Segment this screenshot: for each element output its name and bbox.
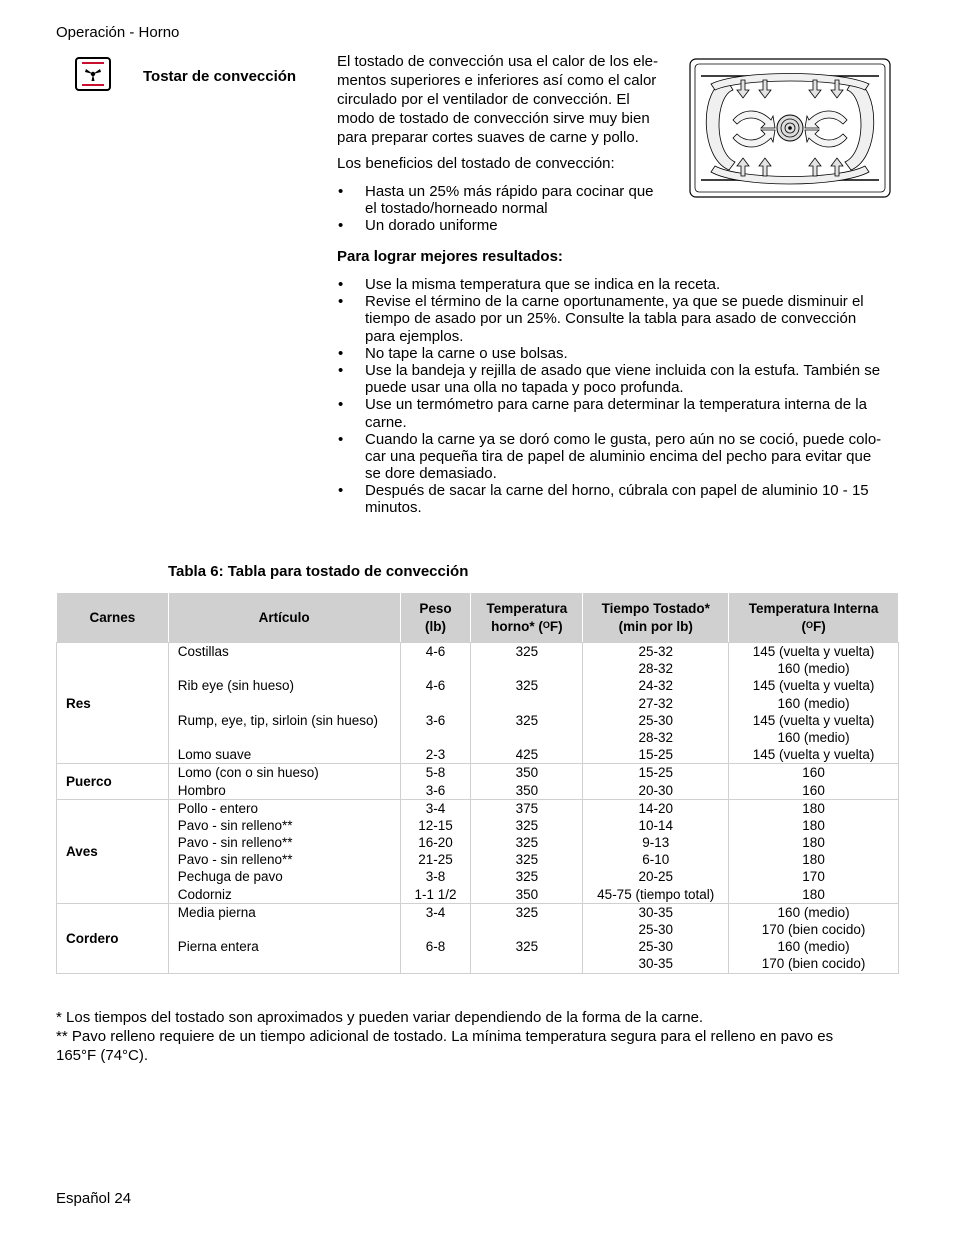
cell-line: 170 xyxy=(802,869,825,885)
category-cell: Puerco xyxy=(57,764,169,799)
degree-superscript: O xyxy=(805,619,813,630)
temperatura-cell xyxy=(471,799,583,903)
cell-line: Codorniz xyxy=(177,886,232,902)
peso-cell xyxy=(400,799,471,903)
cell-line: Media pierna xyxy=(177,904,256,920)
intro-line: mentos superiores e inferiores así como el calor xyxy=(337,72,657,89)
footnotes xyxy=(56,1008,916,1065)
cell-line: 45-75 (tiempo total) xyxy=(597,886,715,902)
cell-line: Rump, eye, tip, sirloin (sin hueso) xyxy=(177,712,379,728)
benefits-list xyxy=(337,183,677,235)
cell-line: 1-1 1/2 xyxy=(414,886,457,902)
list-item xyxy=(337,345,902,362)
cell-line: 145 (vuelta y vuelta) xyxy=(752,747,875,763)
cell-line: 170 (bien cocido) xyxy=(761,922,866,937)
header-line: Tiempo Tostado* xyxy=(601,601,710,617)
cell-line: 325 xyxy=(515,835,539,851)
cell-line: 3-4 xyxy=(425,904,446,920)
list-item-line: carne. xyxy=(365,413,407,431)
cell-line: 425 xyxy=(515,747,539,763)
list-item-line: • Revise el término de la carne oportunamente, ya que se puede disminuir el xyxy=(365,293,864,311)
cell-line: 325 xyxy=(515,712,539,728)
cell-line: 15-25 xyxy=(638,765,673,781)
header-text: F) xyxy=(812,618,826,634)
temperatura-interna-cell xyxy=(729,903,899,973)
cell-line: Hombro xyxy=(177,782,226,798)
list-item-line: • Use la misma temperatura que se indica en la receta. xyxy=(365,276,721,293)
header-line: (min por lb) xyxy=(618,618,693,634)
cell-line xyxy=(475,921,578,938)
cell-line: 3-6 xyxy=(425,712,446,728)
cell-line: 160 (medio) xyxy=(777,661,850,677)
cell-line: 180 xyxy=(802,852,825,868)
header-temperatura-horno xyxy=(471,593,583,643)
header-articulo: Artículo xyxy=(168,593,400,643)
category-cell: Aves xyxy=(57,799,169,903)
cell-line: 160 xyxy=(802,782,825,798)
list-item-line: • Use un termómetro para carne para determinar la temperatura interna de la xyxy=(365,396,867,414)
articulo-cell xyxy=(168,903,400,973)
cell-line: 30-35 xyxy=(638,904,673,920)
cell-line: 25-30 xyxy=(638,922,673,937)
cell-line: 4-6 xyxy=(425,644,446,659)
mode-title: Tostar de convección xyxy=(143,68,297,85)
cell-line xyxy=(405,660,467,677)
list-item-line: para ejemplos. xyxy=(365,327,464,345)
cell-line xyxy=(475,695,578,712)
cell-line xyxy=(405,921,467,938)
category-cell: Res xyxy=(57,643,169,764)
list-item-line: • No tape la carne o use bolsas. xyxy=(365,344,568,362)
header-carnes: Carnes xyxy=(57,593,169,643)
table-row xyxy=(57,764,899,799)
cell-line: 6-10 xyxy=(642,852,670,868)
header-tiempo-tostado xyxy=(583,593,729,643)
list-item-line: • Cuando la carne ya se doró como le gusta, pero aún no se coció, puede colo- xyxy=(365,430,882,448)
temperatura-interna-cell xyxy=(729,799,899,903)
articulo-cell xyxy=(168,764,400,799)
tips-title: Para lograr mejores resultados: xyxy=(337,248,563,265)
cell-line: 14-20 xyxy=(638,800,673,816)
temperatura-cell xyxy=(471,643,583,764)
cell-line xyxy=(405,695,467,712)
list-item xyxy=(337,431,902,483)
cell-line: 180 xyxy=(802,835,825,851)
cell-line xyxy=(178,955,396,972)
cell-line: 16-20 xyxy=(418,835,453,851)
cell-line: Pavo - sin relleno** xyxy=(177,852,293,868)
list-item-line: car una pequeña tira de papel de aluminio encima del pecho para evitar que xyxy=(365,447,872,465)
header-line: Temperatura xyxy=(486,601,568,617)
header-temperatura-interna xyxy=(729,593,899,643)
intro-paragraph xyxy=(337,52,677,147)
cell-line xyxy=(178,729,396,746)
tips-list xyxy=(337,276,902,517)
cell-line: 5-8 xyxy=(425,765,446,781)
footnote: 165°F (74°C). xyxy=(56,1047,149,1064)
cell-line: 30-35 xyxy=(638,956,673,972)
cell-line: 20-30 xyxy=(638,782,673,798)
cell-line: 160 (medio) xyxy=(777,904,850,920)
cell-line: 325 xyxy=(515,869,539,885)
cell-line: 325 xyxy=(515,678,539,694)
articulo-cell xyxy=(168,799,400,903)
cell-line xyxy=(405,955,467,972)
temperatura-cell xyxy=(471,903,583,973)
list-item xyxy=(337,276,902,293)
cell-line: 325 xyxy=(515,817,539,833)
cell-line: 3-6 xyxy=(425,782,446,798)
articulo-cell xyxy=(168,643,400,764)
tiempo-cell xyxy=(583,764,729,799)
cell-line: 180 xyxy=(802,817,825,833)
temperatura-interna-cell xyxy=(729,764,899,799)
convection-roast-table xyxy=(56,592,899,974)
table-header-row xyxy=(57,593,899,643)
list-item-line: se dore demasiado. xyxy=(365,465,497,483)
intro-line: El tostado de convección usa el calor de los ele- xyxy=(337,53,659,70)
peso-cell xyxy=(400,903,471,973)
list-item xyxy=(337,482,902,516)
cell-line: 15-25 xyxy=(638,747,673,763)
cell-line: 20-25 xyxy=(638,869,673,885)
cell-line: 350 xyxy=(515,782,539,798)
cell-line: 10-14 xyxy=(638,817,673,833)
list-item-line: • Use la bandeja y rejilla de asado que viene incluida con la estufa. También se xyxy=(365,361,881,379)
degree-superscript: O xyxy=(542,619,550,630)
footnote: * Los tiempos del tostado son aproximados y pueden variar dependiendo de la forma de la carne. xyxy=(56,1009,704,1026)
cell-line: 325 xyxy=(515,644,539,659)
cell-line: 6-8 xyxy=(425,939,446,955)
temperatura-interna-cell xyxy=(729,643,899,764)
cell-line xyxy=(475,729,578,746)
tiempo-cell xyxy=(583,799,729,903)
cell-line: 170 (bien cocido) xyxy=(761,956,866,972)
list-item-line: el tostado/horneado normal xyxy=(365,200,548,218)
cell-line: 375 xyxy=(515,800,539,816)
header-line: Temperatura Interna xyxy=(748,601,879,617)
cell-line: 180 xyxy=(802,886,825,902)
peso-cell xyxy=(400,764,471,799)
cell-line: 145 (vuelta y vuelta) xyxy=(752,712,875,728)
list-item xyxy=(337,293,902,345)
cell-line: Pavo - sin relleno** xyxy=(177,835,293,851)
cell-line: 145 (vuelta y vuelta) xyxy=(752,644,875,659)
header-text: F) xyxy=(549,618,563,634)
list-item xyxy=(337,183,677,217)
category-cell: Cordero xyxy=(57,903,169,973)
cell-line: 24-32 xyxy=(638,678,673,694)
list-item-line: minutos. xyxy=(365,499,422,517)
table-row xyxy=(57,643,899,764)
list-item xyxy=(337,217,677,234)
cell-line: 3-8 xyxy=(425,869,446,885)
cell-line xyxy=(178,921,396,938)
cell-line xyxy=(405,729,467,746)
intro-line: circulado por el ventilador de convección. El xyxy=(337,91,630,108)
cell-line: 350 xyxy=(515,765,539,781)
cell-line: 145 (vuelta y vuelta) xyxy=(752,678,875,694)
cell-line: Lomo suave xyxy=(177,747,252,763)
cell-line: 28-32 xyxy=(638,729,673,745)
header-line xyxy=(733,618,894,635)
cell-line: 21-25 xyxy=(418,852,453,868)
cell-line: 160 (medio) xyxy=(777,939,850,955)
cell-line xyxy=(178,660,396,677)
cell-line: 160 xyxy=(802,765,825,781)
cell-line: Lomo (con o sin hueso) xyxy=(177,765,319,781)
list-item-line: • Hasta un 25% más rápido para cocinar que xyxy=(365,183,654,200)
oven-convection-airflow-diagram xyxy=(689,58,891,198)
cell-line: 325 xyxy=(515,852,539,868)
header-peso xyxy=(400,593,471,643)
cell-line: 28-32 xyxy=(638,661,673,677)
cell-line: 325 xyxy=(515,939,539,955)
tiempo-cell xyxy=(583,643,729,764)
cell-line: 180 xyxy=(802,800,825,816)
footnote: ** Pavo relleno requiere de un tiempo adicional de tostado. La mínima temperatura segura para el relleno en pavo es xyxy=(56,1028,834,1045)
list-item-line: • Un dorado uniforme xyxy=(365,217,498,235)
list-item xyxy=(337,396,902,430)
header-line: Peso xyxy=(419,601,452,617)
list-item-line: • Después de sacar la carne del horno, cúbrala con papel de aluminio 10 - 15 xyxy=(365,482,869,500)
header-line xyxy=(475,618,578,635)
cell-line: 350 xyxy=(515,886,539,902)
header-text: horno* ( xyxy=(491,618,543,634)
cell-line: 160 (medio) xyxy=(777,729,850,745)
intro-line: para preparar cortes suaves de carne y pollo. xyxy=(337,129,639,146)
page-number: Español 24 xyxy=(56,1190,132,1207)
temperatura-cell xyxy=(471,764,583,799)
cell-line: Pierna entera xyxy=(177,939,259,955)
cell-line: 325 xyxy=(515,904,539,920)
header-line: (lb) xyxy=(425,618,446,634)
cell-line xyxy=(475,955,578,972)
cell-line: 3-4 xyxy=(425,800,446,816)
cell-line: 12-15 xyxy=(418,817,453,833)
benefits-title: Los beneficios del tostado de convección: xyxy=(337,155,615,172)
intro-line: modo de tostado de convección sirve muy bien xyxy=(337,110,650,127)
tiempo-cell xyxy=(583,903,729,973)
cell-line: 25-32 xyxy=(638,644,673,659)
table-caption: Tabla 6: Tabla para tostado de convección xyxy=(168,563,469,580)
list-item xyxy=(337,362,902,396)
cell-line: Pechuga de pavo xyxy=(177,869,283,885)
cell-line xyxy=(475,660,578,677)
cell-line: Costillas xyxy=(177,644,229,659)
cell-line: 25-30 xyxy=(638,939,673,955)
peso-cell xyxy=(400,643,471,764)
convection-roast-icon xyxy=(75,57,111,91)
page-section-header: Operación - Horno xyxy=(56,24,180,41)
cell-line: 27-32 xyxy=(638,695,673,711)
list-item-line: tiempo de asado por un 25%. Consulte la tabla para asado de convección xyxy=(365,310,857,328)
cell-line: 25-30 xyxy=(638,712,673,728)
table-row xyxy=(57,799,899,903)
list-item-line: puede usar una olla no tapada y poco profunda. xyxy=(365,379,684,397)
cell-line xyxy=(178,695,396,712)
cell-line: 160 (medio) xyxy=(777,695,850,711)
cell-line: 2-3 xyxy=(425,747,446,763)
cell-line: Rib eye (sin hueso) xyxy=(177,678,295,694)
cell-line: Pollo - entero xyxy=(177,800,258,816)
header-text: ( xyxy=(801,618,806,634)
table-row xyxy=(57,903,899,973)
cell-line: 9-13 xyxy=(642,835,670,851)
cell-line: Pavo - sin relleno** xyxy=(177,817,293,833)
cell-line: 4-6 xyxy=(425,678,446,694)
